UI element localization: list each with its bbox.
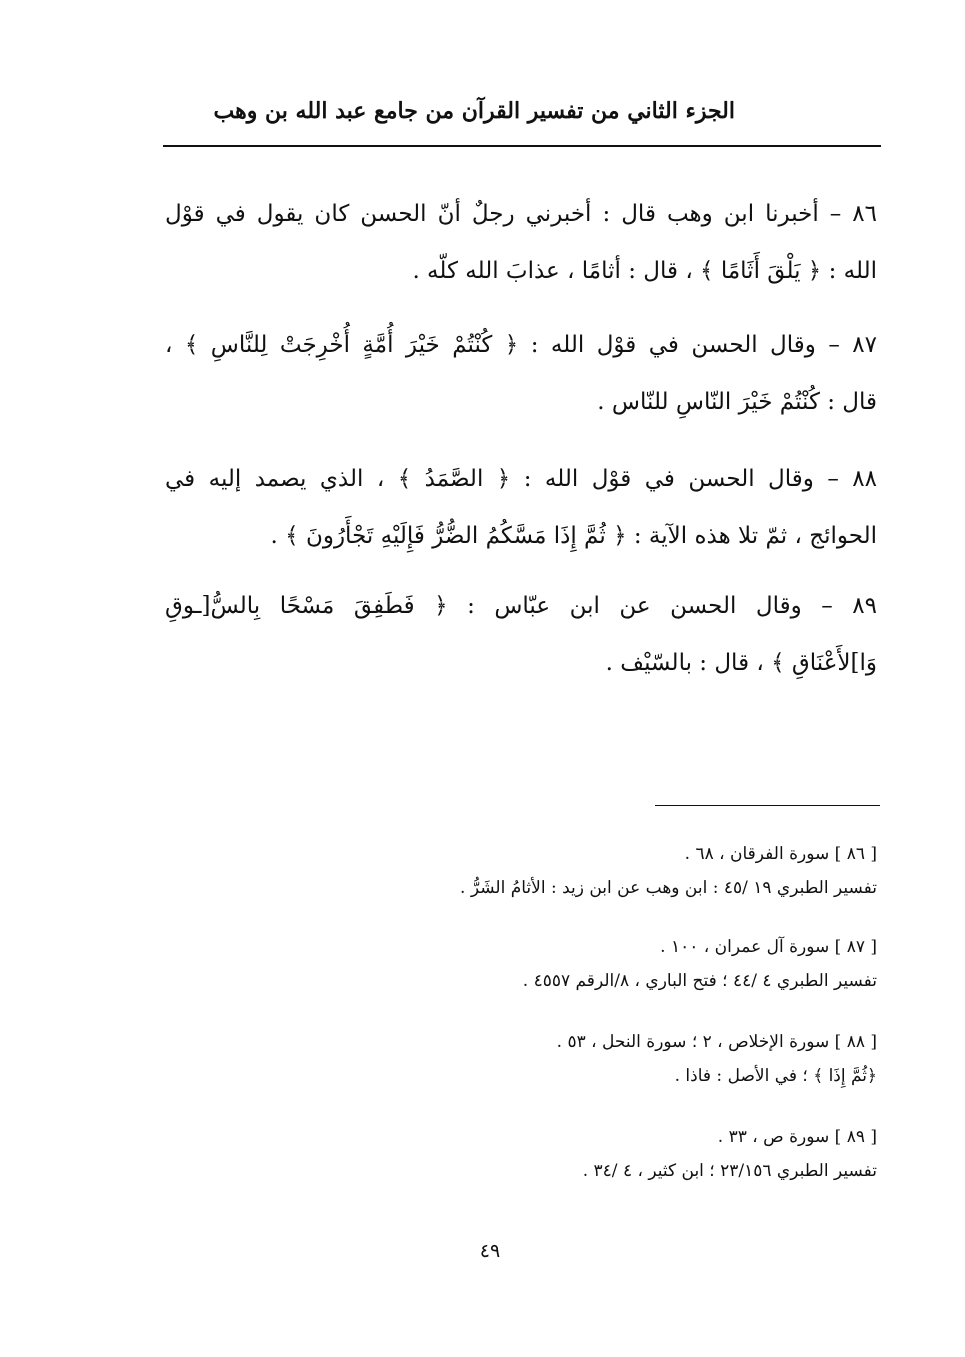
entry-line: قال : كُنْتُمْ خَيْرَ النّاسِ للنّاس .: [597, 389, 877, 415]
entry-line: ٨٧ – وقال الحسن في قوْل الله : ﴿ كُنْتُمْ خَيْرَ أُمَّةٍ أُخْرِجَتْ لِلنَّاسِ ﴾ ،: [165, 332, 877, 358]
footnote-89: [177, 1120, 877, 1188]
entry-line: ٨٩ – وقال الحسن عن ابن عبّاس : ﴿ فَطَفِقَ مَسْحًا بِالسُّ[ـوقِ: [165, 593, 877, 619]
footnote-86: [177, 837, 877, 905]
footnote-line: تفسير الطبري ٤ /٤٤ ؛ فتح الباري ، ٨/الرقم ٤٥٥٧ .: [522, 971, 877, 991]
footnote-line: [ ٨٦ ] سورة الفرقان ، ٦٨ .: [684, 844, 877, 864]
entry-86: [165, 186, 877, 300]
page-number: ٤٩: [479, 1240, 501, 1262]
footnote-line: تفسير الطبري ٢٣/١٥٦ ؛ ابن كثير ، ٤ /٣٤ .: [582, 1161, 877, 1181]
footnote-87: [177, 930, 877, 998]
footnote-line: [ ٨٩ ] سورة ص ، ٣٣ .: [717, 1127, 877, 1147]
footnote-rule: [655, 805, 880, 806]
entry-89: [165, 578, 877, 692]
entry-line: ٨٦ – أخبرنا ابن وهب قال : أخبرني رجلٌ أنّ الحسن كان يقول في قوْل: [165, 201, 877, 227]
entry-line: الله : ﴿ يَلْقَ أَثَامًا ﴾ ، قال : أثامًا ، عذابَ الله كلّه .: [412, 258, 877, 284]
footnote-line: [ ٨٧ ] سورة آل عمران ، ١٠٠ .: [660, 937, 877, 957]
entry-line: ٨٨ – وقال الحسن في قوْل الله : ﴿ الصَّمَدُ ﴾ ، الذي يصمد إليه في: [165, 466, 877, 492]
header-rule: [163, 145, 881, 147]
footnote-line: ﴿ثُمَّ إِذَا ﴾ ؛ في الأصل : فاذا .: [674, 1066, 877, 1086]
entry-88: [165, 451, 877, 565]
footnote-line: [ ٨٨ ] سورة الإخلاص ، ٢ ؛ سورة النحل ، ٥٣ .: [556, 1032, 877, 1052]
footnote-line: تفسير الطبري ١٩ /٤٥ : ابن وهب عن ابن زيد : الأثامُ الشَرُّ .: [460, 878, 877, 898]
entry-87: [165, 317, 877, 431]
footnote-88: [177, 1025, 877, 1093]
entry-line: وَا]لأَعْنَاقِ ﴾ ، قال : بالسّيْف .: [605, 650, 877, 676]
running-header: الجزء الثاني من تفسير القرآن من جامع عبد الله بن وهب: [213, 98, 735, 124]
entry-line: الحوائج ، ثمّ تلا هذه الآية : ﴿ ثُمَّ إِذَا مَسَّكُمُ الضُّرُّ فَإِلَيْهِ تَجْأَرُونَ ﴾ .: [270, 523, 877, 549]
